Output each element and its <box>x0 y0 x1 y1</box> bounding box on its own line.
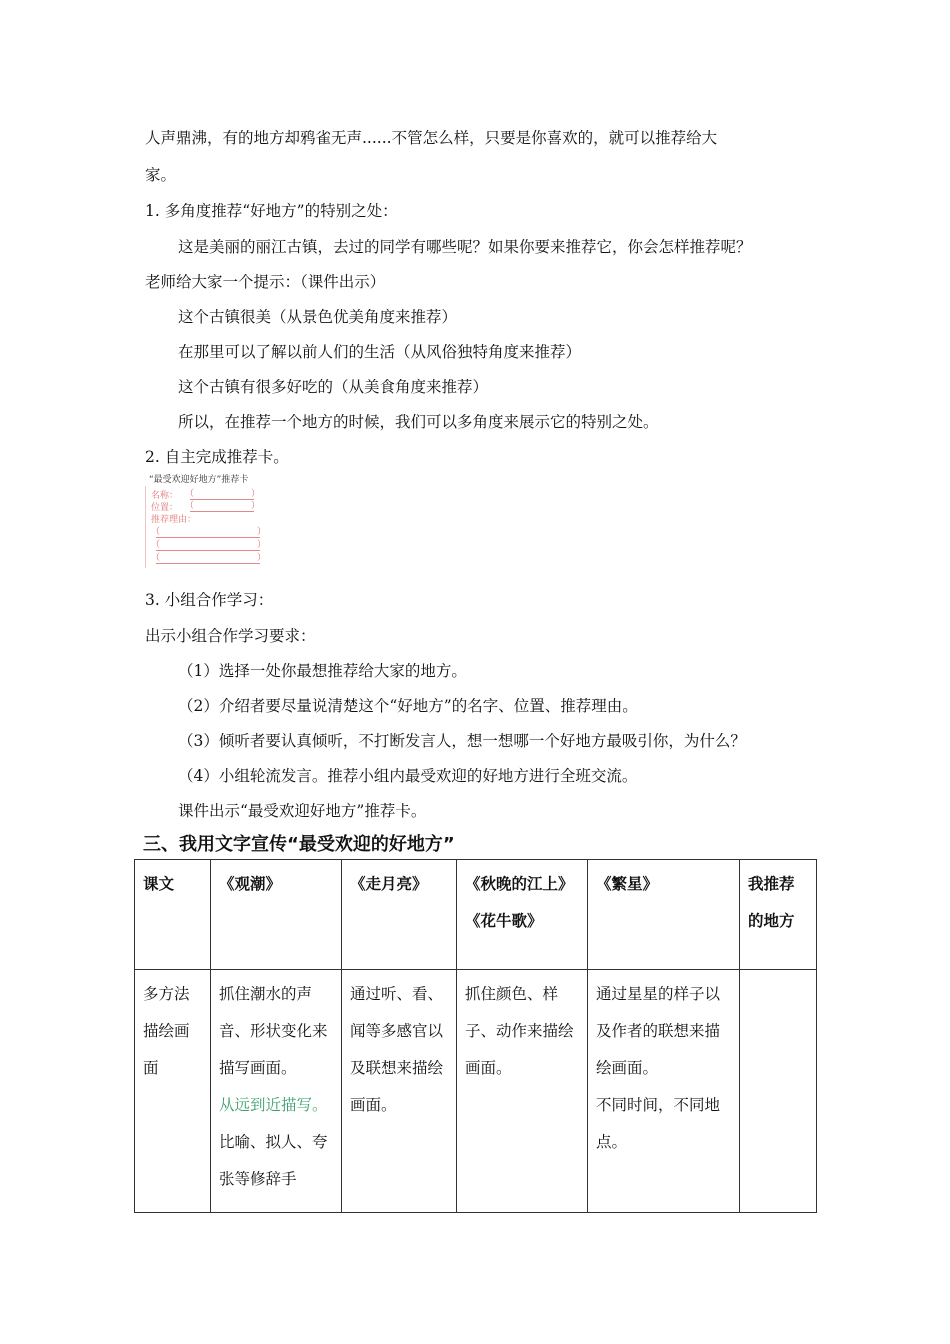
header-cell: 我推荐的地方 <box>740 860 817 970</box>
requirement-4: （4）小组轮流发言。推荐小组内最受欢迎的好地方进行全班交流。 <box>178 767 638 785</box>
card-reason-line-3 <box>156 554 260 564</box>
table-cell: 抓住颜色、样子、动作来描绘画面。 <box>457 970 588 1213</box>
card-close-paren: ） <box>257 540 267 550</box>
table-row <box>135 970 817 1213</box>
table-cell-empty <box>740 970 817 1213</box>
paragraph-7: 在那里可以了解以前人们的生活（从风俗独特角度来推荐） <box>178 343 582 361</box>
list-heading-1: 1. 多角度推荐“好地方”的特别之处： <box>145 202 398 220</box>
card-title: “最受欢迎好地方”推荐卡 <box>149 475 249 485</box>
header-cell: 《观潮》 <box>211 860 342 970</box>
card-name-label: 名称： <box>151 491 179 501</box>
requirement-1: （1）选择一处你最想推荐给大家的地方。 <box>178 662 467 680</box>
paragraph-2: 家。 <box>145 166 177 184</box>
card-close-paren: ） <box>251 489 261 499</box>
paragraph-6: 这个古镇很美（从景色优美角度来推荐） <box>178 308 458 326</box>
paragraph-4: 这是美丽的丽江古镇，去过的同学有哪些呢？如果你要来推荐它，你会怎样推荐呢？ <box>178 238 752 256</box>
paragraph-5: 老师给大家一个提示：（课件出示） <box>145 273 386 291</box>
card-reason-label: 推荐理由： <box>151 515 197 525</box>
card-close-paren: ） <box>257 527 267 537</box>
card-close-paren: ） <box>257 553 267 563</box>
paragraph-1: 人声鼎沸，有的地方却鸦雀无声......不管怎么样，只要是你喜欢的，就可以推荐给大 <box>145 129 718 147</box>
requirement-3: （3）倾听者要认真倾听，不打断发言人，想一想哪一个好地方最吸引你，为什么？ <box>178 732 746 750</box>
row-label-cell: 多方法描绘画面 <box>135 970 211 1213</box>
card-name-line <box>190 490 254 500</box>
list-heading-3: 3. 小组合作学习： <box>145 591 274 609</box>
card-reason-line-1 <box>156 528 260 538</box>
card-open-paren: （ <box>151 527 161 537</box>
card-location-line <box>190 502 254 512</box>
card-close-paren: ） <box>251 501 261 511</box>
paragraph-17: 课件出示“最受欢迎好地方”推荐卡。 <box>178 802 427 820</box>
card-open-paren: （ <box>151 540 161 550</box>
table-cell: 通过听、看、闻等多感官以及联想来描绘画面。 <box>342 970 457 1213</box>
cell-text: 比喻、拟人、夸张等修辞手 <box>219 1133 328 1188</box>
header-cell: 《走月亮》 <box>342 860 457 970</box>
paragraph-9: 所以，在推荐一个地方的时候，我们可以多角度来展示它的特别之处。 <box>178 413 659 431</box>
cell-text-highlight: 从远到近描写。 <box>219 1096 328 1114</box>
header-cell: 《秋晚的江上》 《花牛歌》 <box>457 860 588 970</box>
card-edge <box>145 486 146 568</box>
card-location-label: 位置： <box>151 503 179 513</box>
cell-text: 抓住潮水的声音、形状变化来描写画面。 <box>219 985 328 1077</box>
card-open-paren: （ <box>185 489 195 499</box>
header-cell: 课文 <box>135 860 211 970</box>
card-open-paren: （ <box>151 553 161 563</box>
table-cell <box>211 970 342 1213</box>
cell-text: 不同时间，不同地点。 <box>596 1096 721 1151</box>
requirement-2: （2）介绍者要尽量说清楚这个“好地方”的名字、位置、推荐理由。 <box>178 697 638 715</box>
table-header-row <box>135 860 817 970</box>
card-open-paren: （ <box>185 501 195 511</box>
recommendation-card-image <box>145 472 270 568</box>
card-reason-line-2 <box>156 541 260 551</box>
table-cell <box>588 970 740 1213</box>
paragraph-12: 出示小组合作学习要求： <box>145 627 316 645</box>
paragraph-8: 这个古镇有很多好吃的（从美食角度来推荐） <box>178 378 489 396</box>
section-heading: 三、我用文字宣传“最受欢迎的好地方” <box>143 834 455 855</box>
cell-text: 通过星星的样子以及作者的联想来描绘画面。 <box>596 985 721 1077</box>
list-heading-2: 2. 自主完成推荐卡。 <box>145 448 289 466</box>
lesson-table <box>134 859 817 1213</box>
header-cell: 《繁星》 <box>588 860 740 970</box>
